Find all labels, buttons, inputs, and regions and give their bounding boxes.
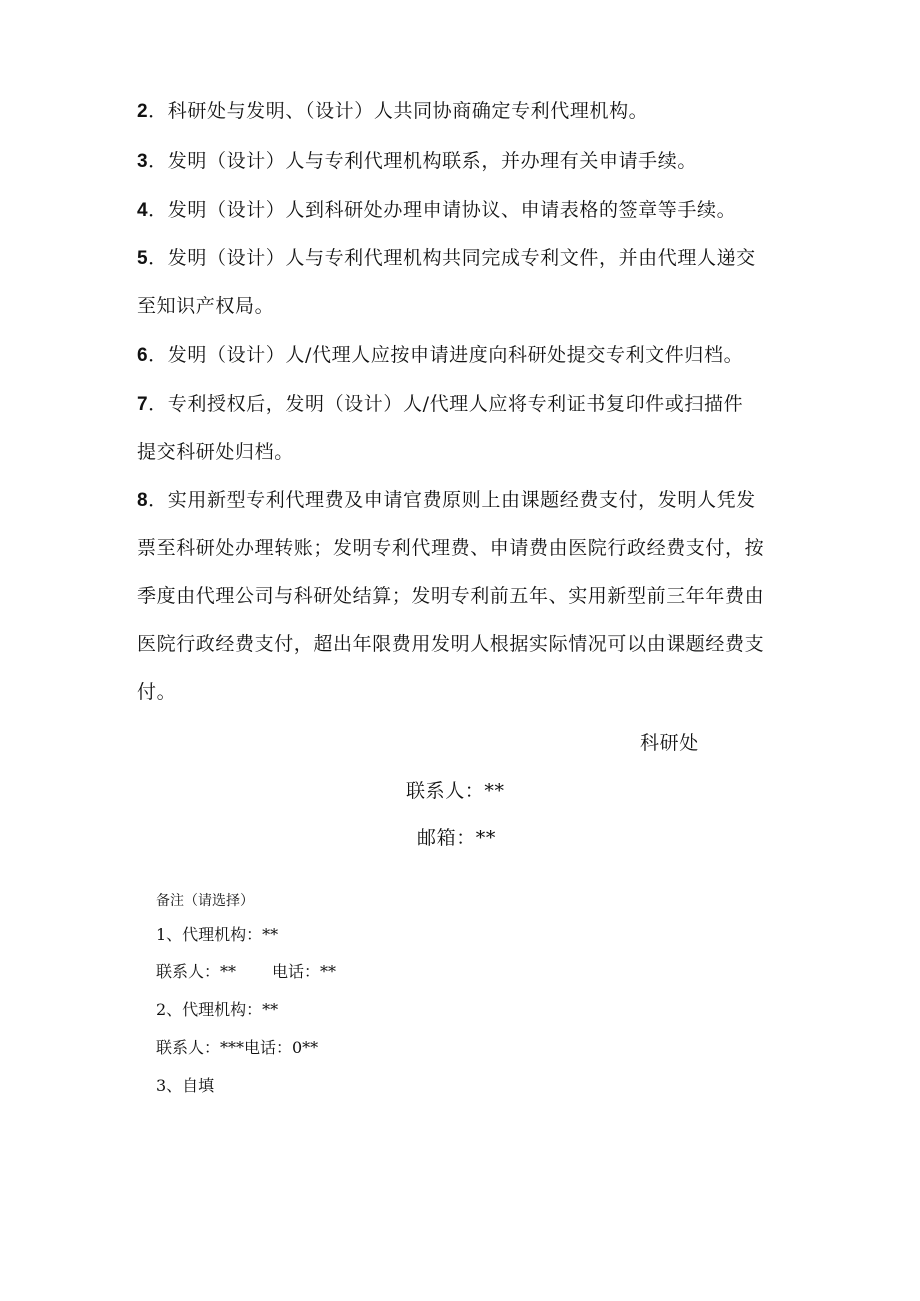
item-text: ．科研处与发明、（设计）人共同协商确定专利代理机构。 [148, 100, 649, 122]
item-text: ．专利授权后，发明（设计）人/代理人应将专利证书复印件或扫描件 [148, 393, 744, 415]
item-text: ．发明（设计）人与专利代理机构共同完成专利文件，并由代理人递交 [148, 247, 756, 269]
item-text-continued: 季度由代理公司与科研处结算；发明专利前五年、实用新型前三年年费由 [137, 585, 765, 607]
signature-contact: 联系人：** [406, 780, 505, 802]
item-text-continued: 至知识产权局。 [137, 295, 275, 317]
item-number: 3 [137, 151, 149, 172]
list-item-6 [137, 331, 827, 379]
item-text: ．发明（设计）人到科研处办理申请协议、申请表格的签章等手续。 [148, 199, 737, 221]
item-text: ．发明（设计）人与专利代理机构联系，并办理有关申请手续。 [148, 150, 697, 172]
item-number: 6 [137, 345, 149, 366]
list-item-5 [137, 234, 827, 330]
item-text-continued: 付。 [137, 681, 177, 703]
item-text-continued: 票至科研处办理转账；发明专利代理费、申请费由医院行政经费支付，按 [137, 537, 765, 559]
item-number: 5 [137, 248, 149, 269]
notes-option-1-phone: 电话：** [272, 962, 337, 981]
notes-option-1: 1、代理机构：** [156, 925, 279, 944]
notes-option-1-contact-row [156, 961, 336, 983]
item-text: ．发明（设计）人/代理人应按申请进度向科研处提交专利文件归档。 [148, 344, 744, 366]
item-text: ．实用新型专利代理费及申请官费原则上由课题经费支付，发明人凭发 [148, 489, 756, 511]
signature-department: 科研处 [640, 732, 699, 754]
item-number: 4 [137, 200, 149, 221]
item-text-continued: 提交科研处归档。 [137, 441, 294, 463]
list-item-4 [137, 186, 827, 234]
list-item-3 [137, 137, 827, 185]
notes-title: 备注（请选择） [156, 893, 254, 909]
notes-option-2: 2、代理机构：** [156, 1000, 279, 1019]
list-item-8 [137, 476, 827, 716]
list-item-7 [137, 380, 827, 476]
list-item-2 [137, 87, 827, 135]
notes-option-3: 3、自填 [156, 1076, 215, 1095]
notes-option-1-contact: 联系人：** [156, 962, 237, 981]
item-number: 2 [137, 101, 149, 122]
notes-option-2-contact: 联系人：***电话：0** [156, 1038, 319, 1057]
item-number: 7 [137, 394, 149, 415]
item-text-continued: 医院行政经费支付，超出年限费用发明人根据实际情况可以由课题经费支 [137, 633, 765, 655]
item-number: 8 [137, 490, 149, 511]
signature-email: 邮箱：** [417, 827, 497, 849]
